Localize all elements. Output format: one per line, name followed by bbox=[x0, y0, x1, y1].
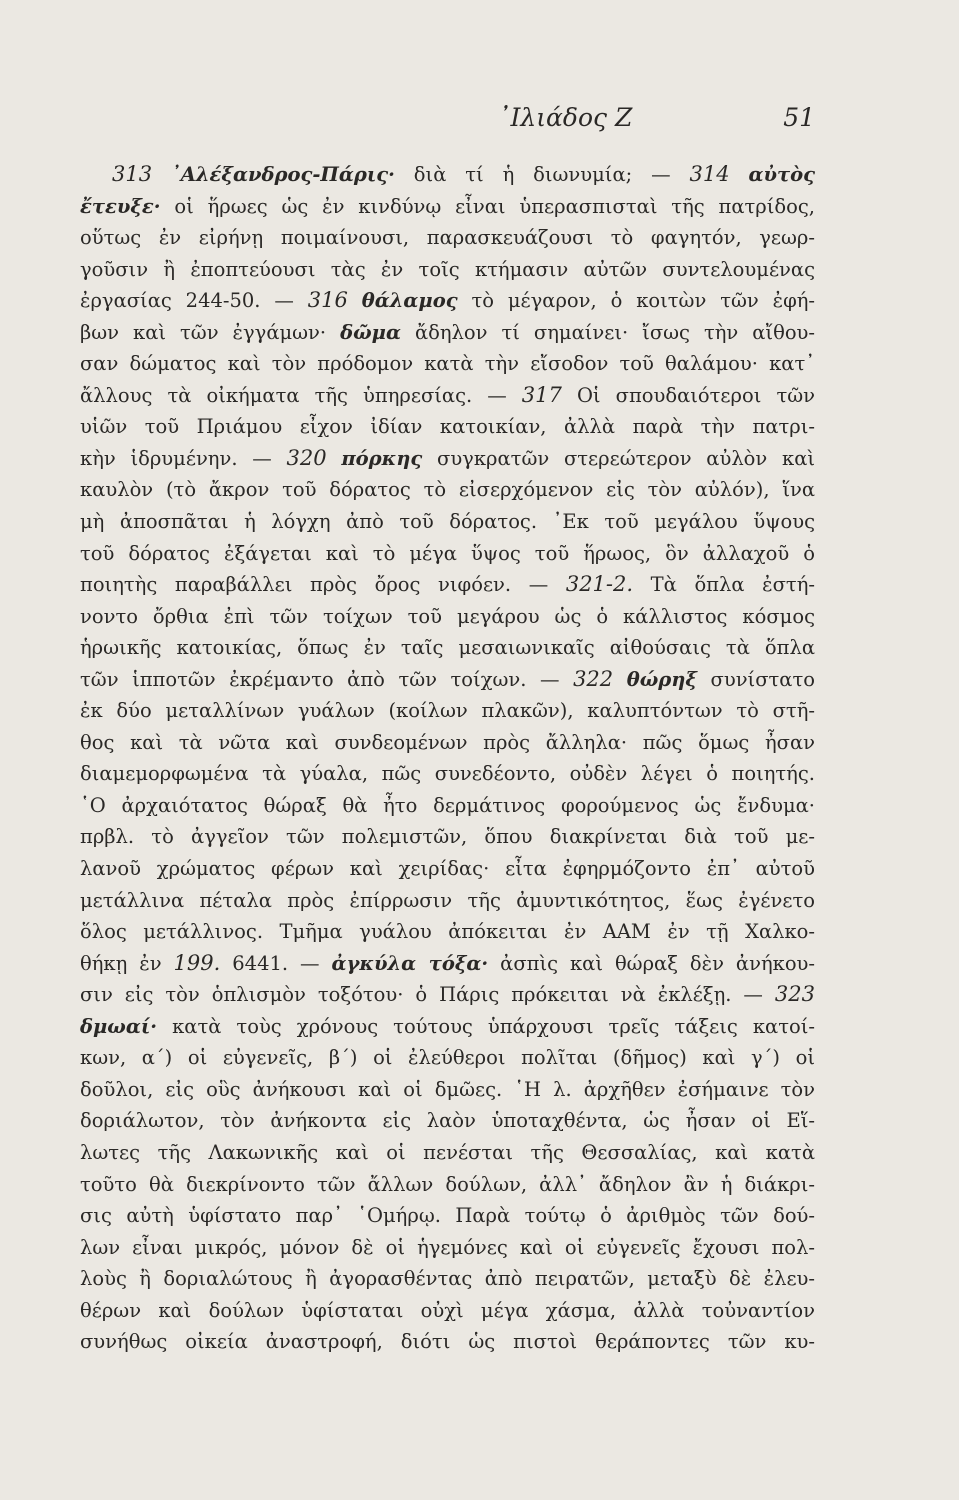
text-line bbox=[80, 569, 815, 601]
line-reference: 314 bbox=[689, 162, 730, 186]
text-line bbox=[80, 664, 815, 696]
text-line bbox=[80, 159, 815, 191]
lemma: ᾿Αλέξανδρος-Πάρις· bbox=[170, 163, 395, 186]
text-segment: κων, α΄) οἱ εὐγενεῖς, β΄) οἱ ἐλεύθεροι πολῖται (δῆμος) καὶ γ΄) οἱ bbox=[80, 1046, 815, 1070]
line-reference: 322 bbox=[573, 666, 614, 691]
text-line bbox=[80, 1200, 815, 1232]
text-line bbox=[80, 1137, 815, 1169]
text-segment: τῶν ἱπποτῶν ἐκρέμαντο ἀπὸ τῶν τοίχων. — bbox=[80, 667, 574, 691]
text-segment: συγκρατῶν στερεώτερον αὐλὸν καὶ bbox=[422, 446, 815, 470]
line-reference: 321-2. bbox=[565, 572, 634, 597]
text-segment: δοῦλοι, εἰς οὓς ἀνήκουσι καὶ οἱ δμῶες. ῾Η λ. ἀρχῆθεν ἐσήμαινε τὸν bbox=[80, 1077, 815, 1101]
text-line bbox=[80, 474, 815, 506]
text-line bbox=[80, 380, 815, 412]
text-segment: τὸ μέγαρον, ὁ κοιτὼν τῶν ἐφή- bbox=[457, 289, 815, 313]
lemma: θάλαμος bbox=[361, 289, 458, 313]
text-segment bbox=[152, 163, 171, 186]
text-line bbox=[80, 1295, 815, 1327]
lemma: πόρκης bbox=[341, 446, 423, 470]
line-reference: 317 bbox=[521, 382, 562, 407]
text-segment: σιν εἰς τὸν ὁπλισμὸν τοξότου· ὁ Πάρις πρόκειται νὰ ἐκλέξῃ. — bbox=[80, 983, 775, 1007]
text-line bbox=[80, 758, 815, 790]
text-segment: μετάλλινα πέταλα πρὸς ἐπίρρωσιν τῆς ἀμυντικότητος, ἕως ἐγένετο bbox=[80, 888, 815, 912]
text-segment: σαν δώματος καὶ τὸν πρόδομον κατὰ τὴν εἴσοδον τοῦ θαλάμου· κατ᾿ bbox=[80, 352, 815, 376]
text-segment: τοῦτο θὰ διεκρίνοντο τῶν ἄλλων δούλων, ἀλλ᾿ ἄδηλον ἂν ἡ διάκρι- bbox=[80, 1172, 815, 1196]
text-line bbox=[80, 853, 815, 885]
text-line bbox=[80, 885, 815, 917]
text-segment: συνήθως οἰκεία ἀναστροφή, διότι ὡς πιστοὶ θεράποντες τῶν κυ- bbox=[80, 1330, 815, 1354]
text-segment: ποιητὴς παραβάλλει πρὸς ὄρος νιφόεν. — bbox=[80, 573, 566, 597]
lemma: δῶμα bbox=[340, 320, 401, 344]
text-segment bbox=[348, 289, 362, 312]
text-line bbox=[80, 916, 815, 948]
text-segment: Οἱ σπουδαιότεροι τῶν bbox=[561, 383, 815, 407]
text-segment: πρβλ. τὸ ἀγγεῖον τῶν πολεμιστῶν, ὅπου διακρίνεται διὰ τοῦ με- bbox=[80, 825, 815, 849]
text-segment: οἱ ἥρωες ὡς ἐν κινδύνῳ εἶναι ὑπερασπισταὶ τῆς πατρίδος, bbox=[160, 194, 815, 218]
text-line bbox=[80, 1263, 815, 1295]
text-segment: λανοῦ χρώματος φέρων καὶ χειρίδας· εἶτα ἐφηρμόζοντο ἐπ᾿ αὐτοῦ bbox=[80, 857, 815, 881]
text-segment: 6441. — bbox=[220, 951, 332, 975]
text-segment: σις αὐτὴ ὑφίστατο παρ᾿ ῾Ομήρῳ. Παρὰ τούτῳ ὁ ἀριθμὸς τῶν δού- bbox=[80, 1204, 815, 1228]
lemma: ἔτευξε· bbox=[80, 194, 161, 218]
line-reference: 199. bbox=[173, 950, 221, 975]
text-line bbox=[80, 1232, 815, 1264]
text-line bbox=[80, 348, 815, 380]
text-segment: καυλὸν (τὸ ἄκρον τοῦ δόρατος τὸ εἰσερχόμενον εἰς τὸν αὐλόν), ἵνα bbox=[80, 478, 815, 502]
text-segment: τοῦ δόρατος ἐξάγεται καὶ τὸ μέγα ὕψος τοῦ ἥρωος, ὃν ἀλλαχοῦ ὁ bbox=[80, 541, 815, 565]
lemma: ἀγκύλα τόξα· bbox=[331, 951, 489, 975]
text-segment: θέρων καὶ δούλων ὑφίσταται οὐχὶ μέγα χάσμα, ἀλλὰ τοὐναντίον bbox=[80, 1298, 815, 1322]
text-line bbox=[80, 727, 815, 759]
text-segment: μὴ ἀποσπᾶται ἡ λόγχη ἀπὸ τοῦ δόρατος. ᾿Εκ τοῦ μεγάλου ὕψους bbox=[80, 510, 815, 534]
text-segment: ἄδηλον τί σημαίνει· ἴσως τὴν αἴθου- bbox=[400, 320, 815, 344]
text-segment: λωτες τῆς Λακωνικῆς καὶ οἱ πενέσται τῆς Θεσσαλίας, καὶ κατὰ bbox=[80, 1140, 815, 1164]
text-segment: δοριάλωτον, τὸν ἀνήκοντα εἰς λαὸν ὑποταχθέντα, ὡς ἦσαν οἱ Εἵ- bbox=[80, 1109, 815, 1133]
text-segment: διαμεμορφωμένα τὰ γύαλα, πῶς συνεδέοντο, οὐδὲν λέγει ὁ ποιητής. bbox=[80, 762, 815, 786]
text-segment: κὴν ἱδρυμένην. — bbox=[80, 446, 287, 470]
text-segment: υἱῶν τοῦ Πριάμου εἶχον ἰδίαν κατοικίαν, ἀλλὰ παρὰ τὴν πατρι- bbox=[80, 415, 815, 439]
text-segment: συνίστατο bbox=[696, 667, 815, 691]
text-segment: οὕτως ἐν εἰρήνῃ ποιμαίνουσι, παρασκευάζουσι τὸ φαγητόν, γεωρ- bbox=[80, 226, 815, 250]
text-line bbox=[80, 1169, 815, 1201]
text-line bbox=[80, 538, 815, 570]
text-segment: κατὰ τοὺς χρόνους τούτους ὑπάρχουσι τρεῖς τάξεις κατοί- bbox=[157, 1014, 815, 1038]
text-line bbox=[80, 1105, 815, 1137]
lemma: αὐτὸς bbox=[748, 163, 815, 186]
commentary-text bbox=[80, 159, 815, 1358]
text-segment bbox=[730, 163, 749, 186]
lemma: δμωαί· bbox=[80, 1014, 158, 1038]
line-reference: 316 bbox=[307, 288, 348, 313]
text-segment: λων εἶναι μικρός, μόνον δὲ οἱ ἡγεμόνες καὶ οἱ εὐγενεῖς ἔχουσι πολ- bbox=[80, 1235, 815, 1259]
text-segment: διὰ τί ἡ διωνυμία; — bbox=[394, 163, 690, 186]
page-number: 51 bbox=[783, 103, 815, 132]
text-line bbox=[80, 790, 815, 822]
lemma: θώρηξ bbox=[626, 667, 697, 691]
text-line bbox=[80, 411, 815, 443]
text-segment: θήκῃ ἐν bbox=[80, 951, 174, 975]
text-line bbox=[80, 695, 815, 727]
running-title: ᾿Ιλιάδος Ζ bbox=[498, 103, 633, 132]
text-line bbox=[80, 222, 815, 254]
text-line bbox=[80, 254, 815, 286]
text-segment: ῾Ο ἀρχαιότατος θώραξ θὰ ἦτο δερμάτινος φορούμενος ὡς ἔνδυμα· bbox=[80, 793, 815, 817]
text-line bbox=[80, 979, 815, 1011]
text-segment: θος καὶ τὰ νῶτα καὶ συνδεομένων πρὸς ἄλληλα· πῶς ὅμως ἦσαν bbox=[80, 730, 815, 754]
text-line bbox=[80, 191, 815, 223]
text-line bbox=[80, 821, 815, 853]
text-line bbox=[80, 1011, 815, 1043]
text-line bbox=[80, 1326, 815, 1358]
text-segment: ἐκ δύο μεταλλίνων γυάλων (κοίλων πλακῶν), καλυπτόντων τὸ στῆ- bbox=[80, 699, 815, 723]
text-segment: γοῦσιν ἢ ἐποπτεύουσι τὰς ἐν τοῖς κτήμασιν αὐτῶν συντελουμένας bbox=[80, 257, 815, 281]
running-head bbox=[80, 103, 815, 143]
text-line bbox=[80, 506, 815, 538]
text-segment: λοὺς ἢ δοριαλώτους ἢ ἀγορασθέντας ἀπὸ πειρατῶν, μεταξὺ δὲ ἐλευ- bbox=[80, 1267, 815, 1291]
text-segment: ἀσπὶς καὶ θώραξ δὲν ἀνήκου- bbox=[488, 951, 815, 975]
text-segment: βων καὶ τῶν ἐγγάμων· bbox=[80, 320, 341, 344]
text-line bbox=[80, 443, 815, 475]
text-segment: νοντο ὄρθια ἐπὶ τῶν τοίχων τοῦ μεγάρου ὡς ὁ κάλλιστος κόσμος bbox=[80, 604, 815, 628]
text-segment: ὅλος μετάλλινος. Τμῆμα γυάλου ἀπόκειται ἐν ΑΑΜ ἐν τῇ Χαλκο- bbox=[80, 920, 815, 944]
text-line bbox=[80, 285, 815, 317]
text-segment: ἐργασίας 244-50. — bbox=[80, 289, 308, 313]
text-line bbox=[80, 1042, 815, 1074]
text-segment bbox=[327, 447, 342, 470]
line-reference: 323 bbox=[774, 982, 815, 1007]
text-line bbox=[80, 317, 815, 349]
text-line bbox=[80, 948, 815, 980]
text-line bbox=[80, 601, 815, 633]
text-line bbox=[80, 1074, 815, 1106]
text-segment: ἄλλους τὰ οἰκήματα τῆς ὑπηρεσίας. — bbox=[80, 383, 522, 407]
text-segment: ἡρωικῆς κατοικίας, ὅπως ἐν ταῖς μεσαιωνικαῖς αἰθούσαις τὰ ὅπλα bbox=[80, 636, 815, 660]
line-reference: 313 bbox=[112, 162, 153, 186]
text-segment bbox=[613, 668, 627, 691]
text-line bbox=[80, 632, 815, 664]
text-segment: Τὰ ὅπλα ἐστή- bbox=[633, 573, 815, 597]
line-reference: 320 bbox=[286, 445, 327, 470]
